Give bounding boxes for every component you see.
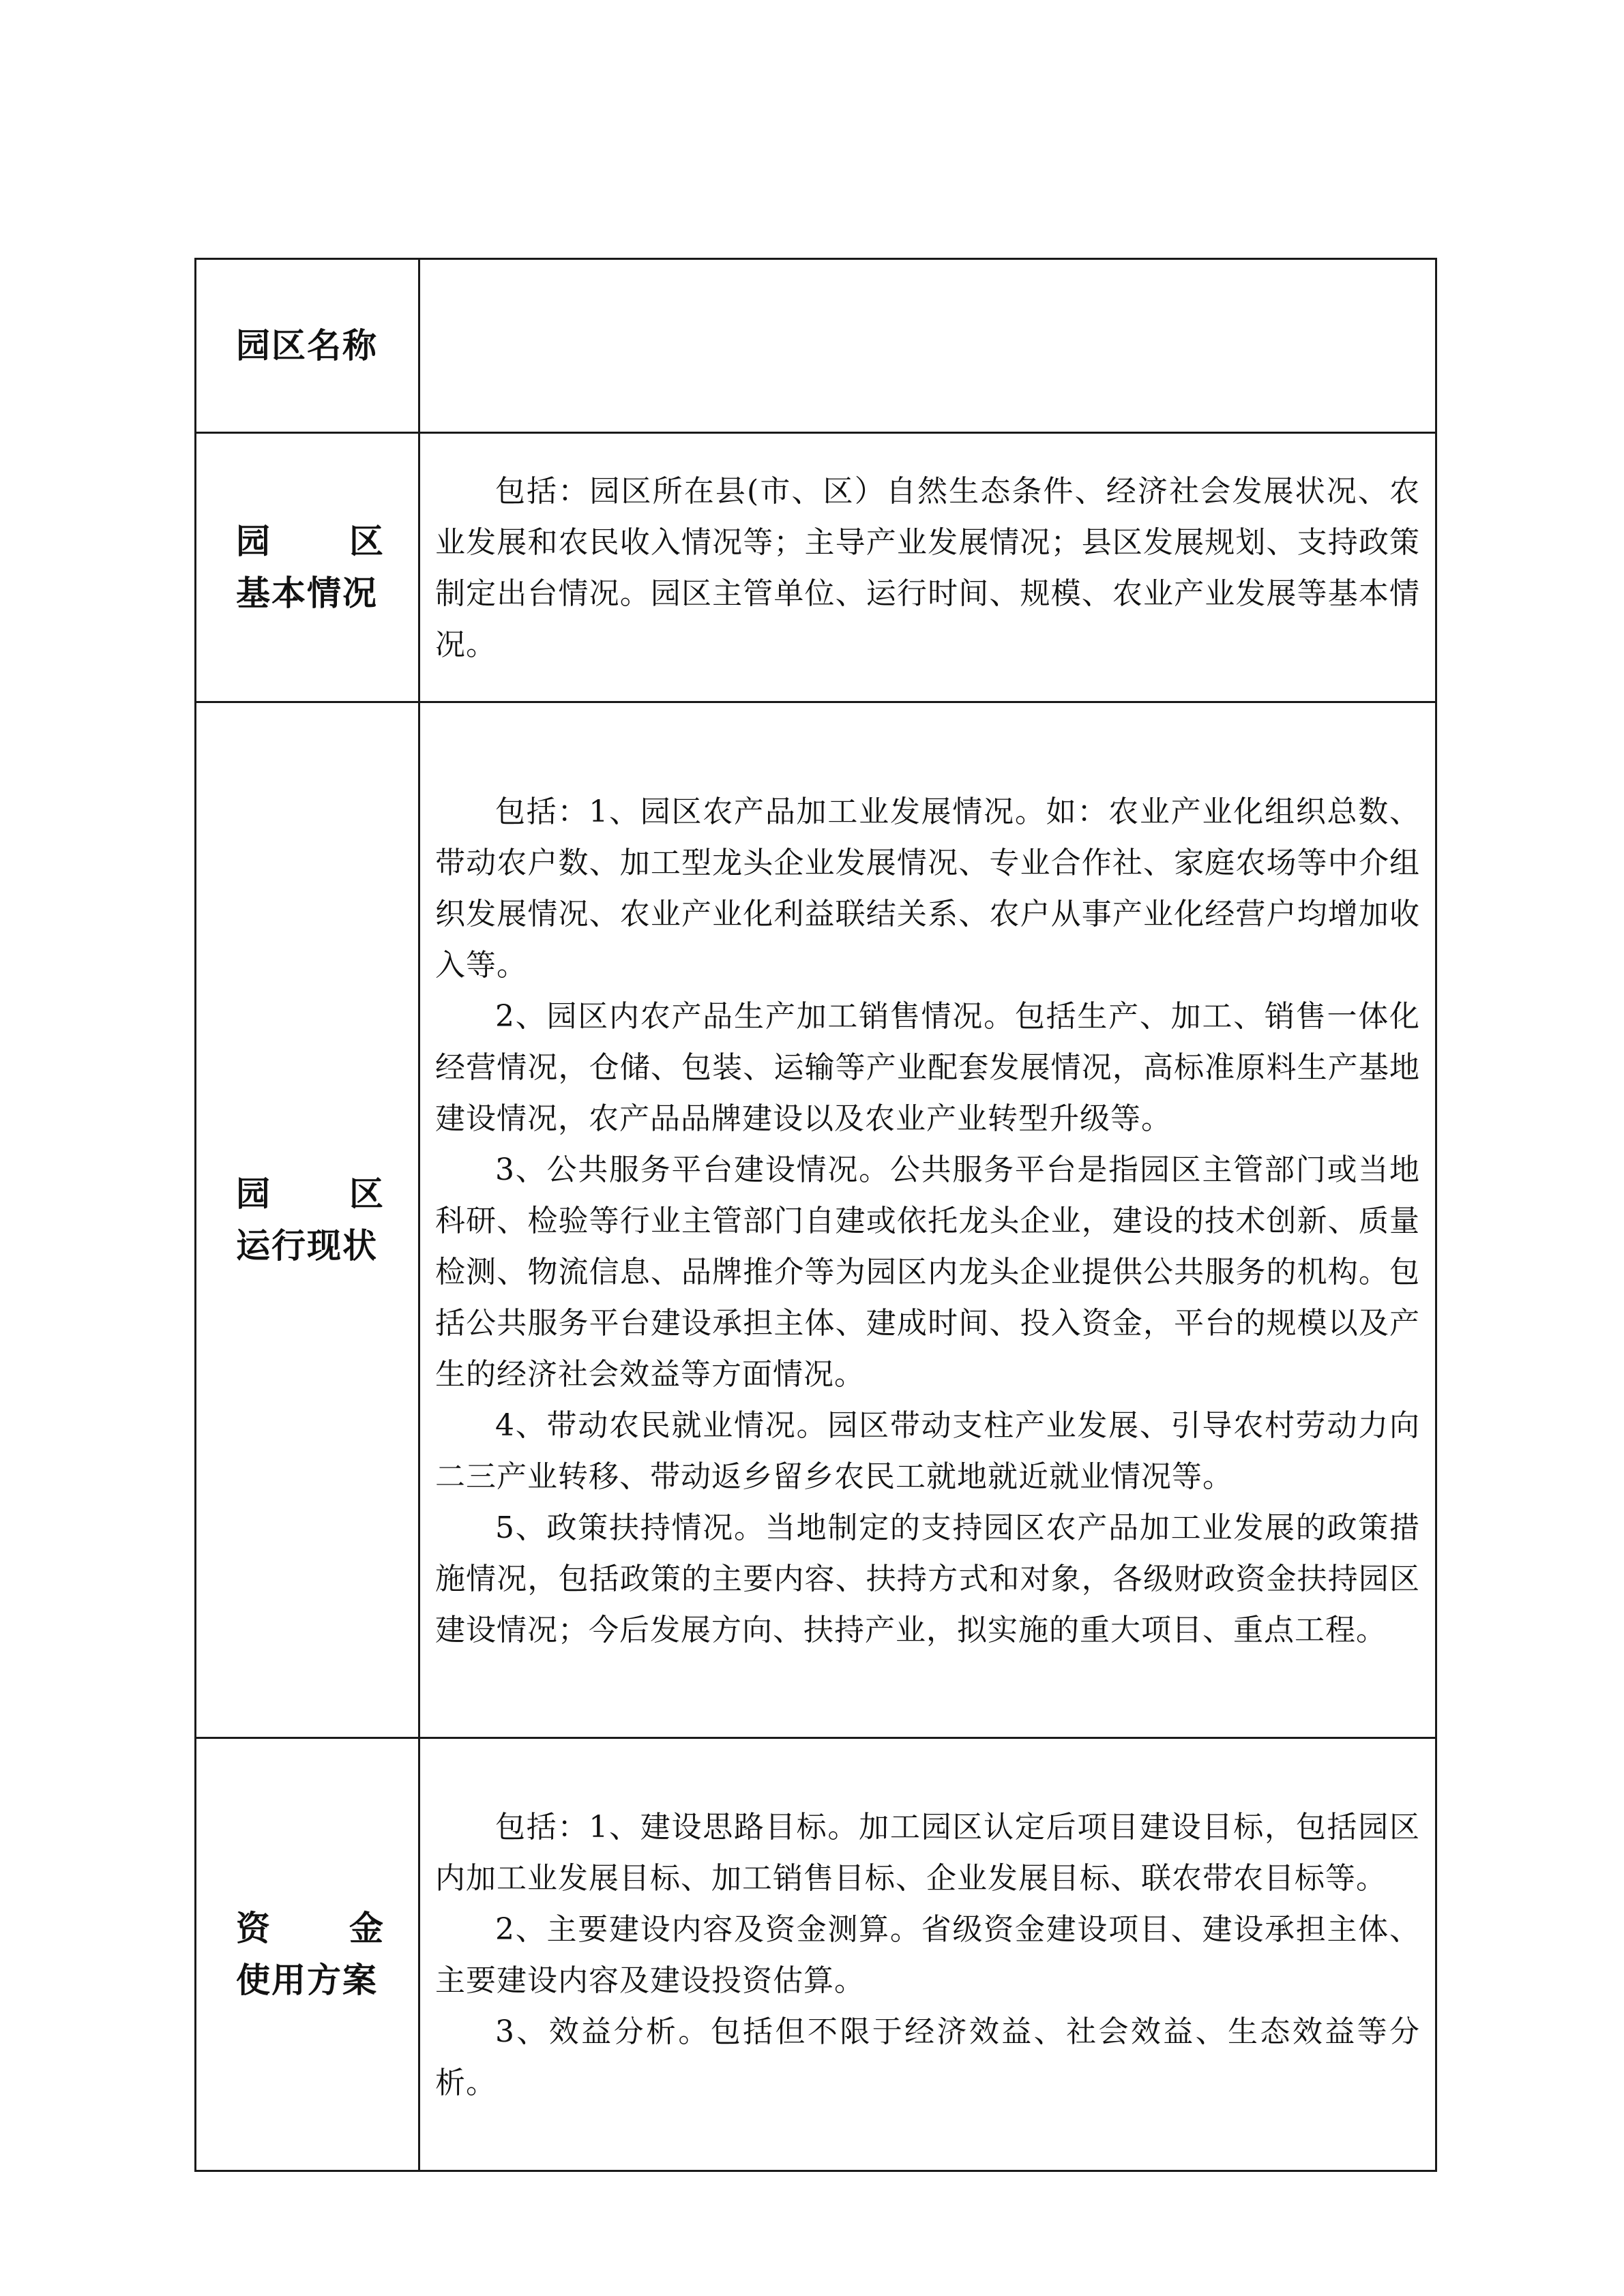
table-row-fund-usage [196,1738,1436,2171]
fund-usage-content [419,1738,1436,2171]
content-paragraph: 4、带动农民就业情况。园区带动支柱产业发展、引导农村劳动力向二三产业转移、带动返乡留乡农民工就地就近就业情况等。 [435,1407,1420,1494]
label-char: 区 [349,522,385,561]
content-paragraph: 2、园区内农产品生产加工销售情况。包括生产、加工、销售一体化经营情况，仓储、包装、运输等产业配套发展情况，高标准原料生产基地建设情况，农产品品牌建设以及农业产业转型升级等。 [435,998,1420,1136]
content-paragraph: 包括：1、建设思路目标。加工园区认定后项目建设目标，包括园区内加工业发展目标、加工销售目标、企业发展目标、联农带农目标等。 [435,1810,1420,1896]
table-row-basic-info [196,433,1436,702]
label-char: 区 [349,1174,385,1214]
basic-info-label-bottom: 基本情况 [236,573,378,613]
content-paragraph: 3、效益分析。包括但不限于经济效益、社会效益、生态效益等分析。 [435,2014,1420,2100]
fund-usage-label-bottom: 使用方案 [236,1960,378,2000]
park-name-label: 园区名称 [236,326,378,366]
fund-usage-label-cell [196,1738,419,2171]
label-char: 园 [236,1174,271,1214]
content-paragraph: 5、政策扶持情况。当地制定的支持园区农产品加工业发展的政策措施情况，包括政策的主要内容、扶持方式和对象，各级财政资金扶持园区建设情况；今后发展方向、扶持产业，拟实施的重大项目、重点工程。 [435,1510,1420,1648]
park-name-label-cell [196,259,419,433]
content-paragraph: 包括：园区所在县(市、区）自然生态条件、经济社会发展状况、农业发展和农民收入情况等；主导产业发展情况；县区发展规划、支持政策制定出台情况。园区主管单位、运行时间、规模、农业产业发展等基本情况。 [435,474,1420,662]
application-form-table [194,258,1437,2172]
fund-usage-label-top [236,1903,385,1954]
operation-status-label-cell [196,702,419,1738]
table-row-operation-status [196,702,1436,1738]
label-char: 金 [349,1909,385,1948]
operation-status-content [419,702,1436,1738]
operation-status-label-bottom: 运行现状 [236,1226,378,1266]
basic-info-label-top [236,516,385,567]
operation-status-label-top [236,1168,385,1220]
content-paragraph: 包括：1、园区农产品加工业发展情况。如：农业产业化组织总数、带动农户数、加工型龙头企业发展情况、专业合作社、家庭农场等中介组织发展情况、农业产业化利益联结关系、农户从事产业化经营户均增加收入等。 [435,794,1420,983]
content-paragraph: 3、公共服务平台建设情况。公共服务平台是指园区主管部门或当地科研、检验等行业主管部门自建或依托龙头企业，建设的技术创新、质量检测、物流信息、品牌推介等为园区内龙头企业提供公共服务的机构。包括公共服务平台建设承担主体、建成时间、投入资金，平台的规模以及产生的经济社会效益等方面情况。 [435,1152,1420,1392]
park-name-field[interactable] [419,259,1436,433]
label-char: 资 [236,1909,271,1948]
label-char: 园 [236,522,271,561]
basic-info-label-cell [196,433,419,702]
basic-info-content [419,433,1436,702]
table-row-park-name [196,259,1436,433]
content-paragraph: 2、主要建设内容及资金测算。省级资金建设项目、建设承担主体、主要建设内容及建设投资估算。 [435,1912,1420,1998]
